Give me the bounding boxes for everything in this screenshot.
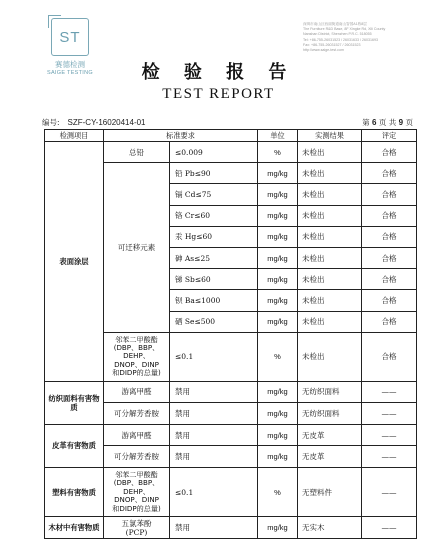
result-cell: 未检出 [298, 247, 362, 268]
element-limit: ≤1000 [194, 295, 221, 305]
category-surface-coating: 表面涂层 [45, 142, 104, 382]
item-line: 邻苯二甲酸酯 [115, 334, 158, 344]
logo-mark-text: ST [59, 28, 81, 46]
item-line: 和DIDP的总量) [112, 503, 161, 513]
standard-cell: 禁用 [170, 424, 258, 446]
unit-cell: % [258, 142, 298, 163]
standard-cell [170, 247, 258, 268]
standard-cell: ≤0.1 [170, 468, 258, 517]
eval-cell: 合格 [362, 332, 417, 381]
unit-cell: mg/kg [258, 226, 298, 247]
element-name: 汞 Hg [175, 232, 197, 242]
eval-cell: —— [362, 381, 417, 403]
result-cell: 无纺织面料 [298, 381, 362, 403]
standard-cell [170, 205, 258, 226]
eval-cell: —— [362, 468, 417, 517]
item-line: 五氯苯酚 [121, 518, 152, 528]
contact-line: 深圳市南山区西丽街道南山智园A1栋8层 [303, 22, 367, 26]
table-row [45, 468, 417, 517]
result-cell: 未检出 [298, 184, 362, 205]
eval-cell: 合格 [362, 290, 417, 311]
report-number-label: 编号: [42, 118, 60, 127]
element-name: 锑 Sb [175, 274, 195, 284]
standard-cell [170, 184, 258, 205]
result-cell: 未检出 [298, 269, 362, 290]
unit-cell: mg/kg [258, 446, 298, 468]
item-cell [104, 332, 170, 381]
unit-cell: mg/kg [258, 163, 298, 184]
item-line: 邻苯二甲酸酯 [115, 470, 158, 480]
element-name: 镉 Cd [175, 189, 196, 199]
unit-cell: mg/kg [258, 269, 298, 290]
result-cell: 未检出 [298, 163, 362, 184]
element-limit: ≤90 [194, 168, 211, 178]
standard-cell [170, 290, 258, 311]
element-limit: ≤75 [195, 189, 212, 199]
standard-cell [170, 163, 258, 184]
element-name: 钡 Ba [175, 295, 195, 305]
result-cell: 无实木 [298, 517, 362, 539]
result-cell: 未检出 [298, 311, 362, 332]
result-cell: 未检出 [298, 142, 362, 163]
eval-cell: 合格 [362, 205, 417, 226]
category-leather: 皮革有害物质 [45, 424, 104, 467]
category-plastic: 塑料有害物质 [45, 468, 104, 517]
standard-cell: 禁用 [170, 403, 258, 425]
element-name: 硒 Se [175, 317, 195, 327]
unit-cell: mg/kg [258, 517, 298, 539]
standard-cell: 禁用 [170, 517, 258, 539]
element-name: 砷 As [175, 253, 195, 263]
table-row [45, 424, 417, 446]
eval-cell: 合格 [362, 184, 417, 205]
result-cell: 未检出 [298, 290, 362, 311]
standard-cell [170, 226, 258, 247]
header-result: 实测结果 [298, 130, 362, 142]
unit-cell: mg/kg [258, 403, 298, 425]
page-current: 6 [372, 118, 377, 127]
eval-cell: 合格 [362, 311, 417, 332]
logo-name-cn: 赛德检测 [55, 60, 85, 69]
unit-cell: mg/kg [258, 311, 298, 332]
item-cell [104, 468, 170, 517]
result-cell: 无塑料件 [298, 468, 362, 517]
item-cell: 游离甲醛 [104, 381, 170, 403]
result-cell: 未检出 [298, 332, 362, 381]
category-textile: 纺织面料有害物质 [45, 381, 104, 424]
category-wood: 木材中有害物质 [45, 517, 104, 539]
eval-cell: 合格 [362, 247, 417, 268]
element-limit: ≤60 [196, 232, 213, 242]
unit-cell: mg/kg [258, 381, 298, 403]
standard-cell [170, 269, 258, 290]
element-limit: ≤500 [194, 317, 216, 327]
standard-cell [170, 311, 258, 332]
page-total: 9 [398, 118, 404, 127]
standard-cell: 禁用 [170, 446, 258, 468]
item-cell: 游离甲醛 [104, 424, 170, 446]
contact-line: Tel: +86-755-26031523 / 26031633 / 26031693 [303, 37, 379, 42]
result-cell: 未检出 [298, 226, 362, 247]
contact-line: The Furniture R&D Base, 8F Xingke Rd, Xili County [303, 27, 386, 32]
report-number [42, 117, 146, 128]
item-line: DNOP、DINP [114, 359, 159, 369]
item-line: DNOP、DINP [114, 495, 159, 505]
eval-cell: —— [362, 446, 417, 468]
unit-cell: mg/kg [258, 424, 298, 446]
item-line: DEHP、 [123, 351, 150, 361]
result-cell: 未检出 [298, 205, 362, 226]
report-title-cn: 检 验 报 告 [141, 62, 296, 83]
unit-cell: mg/kg [258, 247, 298, 268]
eval-cell: 合格 [362, 226, 417, 247]
header-test-item: 检测项目 [45, 130, 104, 142]
item-line: (DBP、BBP、 [113, 478, 160, 488]
eval-cell: —— [362, 424, 417, 446]
header-evaluation: 评定 [362, 130, 417, 142]
company-contact [303, 22, 431, 53]
element-name: 铬 Cr [175, 211, 195, 221]
migratable-elements-label: 可迁移元素 [104, 163, 170, 333]
item-cell [104, 517, 170, 539]
unit-cell: % [258, 332, 298, 381]
page-prefix: 第 [362, 118, 370, 127]
unit-cell: mg/kg [258, 290, 298, 311]
element-limit: ≤60 [194, 274, 211, 284]
table-row [45, 381, 417, 403]
item-line: 和DIDP的总量) [112, 368, 161, 378]
item-line: (PCP) [125, 527, 148, 537]
contact-line: http://www.saige-test.com [303, 48, 344, 53]
report-title-en: TEST REPORT [162, 86, 275, 102]
item-line: DEHP、 [123, 486, 150, 496]
standard-cell: 禁用 [170, 381, 258, 403]
element-name: 铅 Pb [175, 168, 195, 178]
standard-cell: ≤0.009 [170, 142, 258, 163]
page-suffix: 页 [405, 118, 413, 127]
contact-line: Fax: +86-755-26031527 / 26031523 [303, 42, 361, 47]
header-unit: 单位 [258, 130, 298, 142]
unit-cell: mg/kg [258, 184, 298, 205]
element-limit: ≤25 [194, 253, 210, 263]
unit-cell: mg/kg [258, 205, 298, 226]
result-cell: 无纺织面料 [298, 403, 362, 425]
eval-cell: 合格 [362, 142, 417, 163]
table-row [45, 517, 417, 539]
logo-mark [51, 18, 89, 56]
header-standard: 标准要求 [104, 130, 258, 142]
eval-cell: 合格 [362, 163, 417, 184]
page-indicator [362, 117, 413, 128]
eval-cell: —— [362, 517, 417, 539]
eval-cell: —— [362, 403, 417, 425]
item-line: (DBP、BBP、 [113, 343, 160, 353]
table-header-row [45, 130, 417, 142]
results-table [44, 129, 417, 539]
eval-cell: 合格 [362, 269, 417, 290]
standard-cell: ≤0.1 [170, 332, 258, 381]
unit-cell: % [258, 468, 298, 517]
result-cell: 无皮革 [298, 446, 362, 468]
result-cell: 无皮革 [298, 424, 362, 446]
contact-line: Nanshan District, Shenzhen P.R.C. 518055 [303, 32, 372, 37]
logo-name-en: SAIGE TESTING [47, 70, 93, 76]
page-mid: 页 共 [378, 118, 397, 127]
table-row [45, 142, 417, 163]
item-cell: 可分解芳香胺 [104, 446, 170, 468]
item-cell: 可分解芳香胺 [104, 403, 170, 425]
element-limit: ≤60 [194, 211, 211, 221]
report-number-value: SZF-CY-16020414-01 [67, 118, 146, 127]
item-cell: 总铅 [104, 142, 170, 163]
